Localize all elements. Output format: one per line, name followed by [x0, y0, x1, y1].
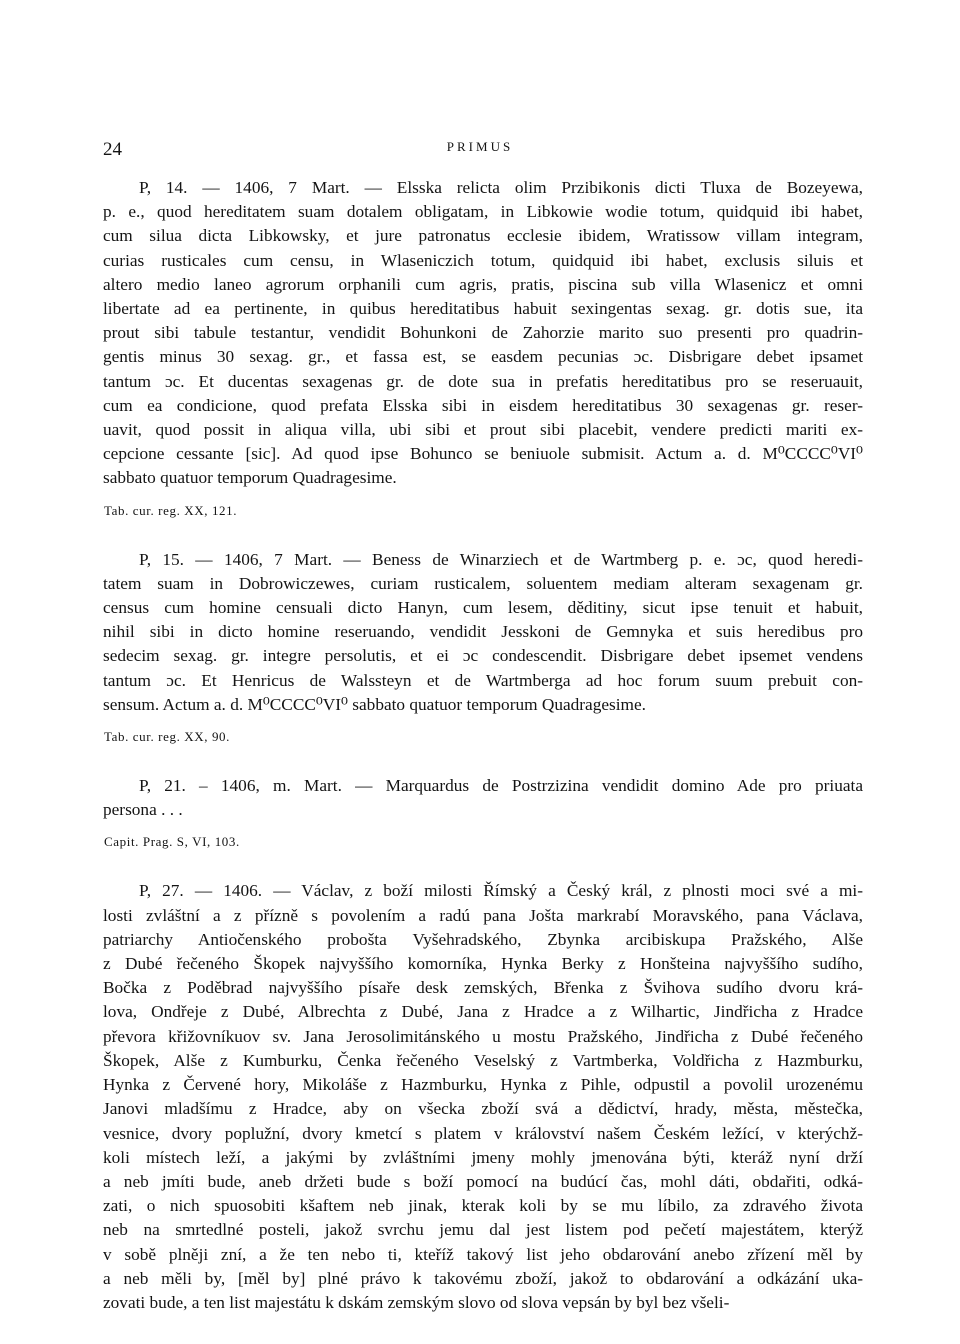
text-line: altero medio laneo agrorum orphanili cum agris, pratis, piscina sub villa Wlasenicz et omni [103, 274, 863, 294]
text-line: cum ea condicione, quod prefata Elsska sibi in eisdem hereditatibus 30 sexagenas gr. reser- [103, 395, 863, 415]
text-line: neb na smrtedlné posteli, jakož svrchu jemu dal jest listem pod pečetí majestátem, kterýž [103, 1220, 863, 1240]
text-line: P, 21. – 1406, m. Mart. — Marquardus de Postrzizina vendidit domino Ade pro priuata [139, 776, 863, 796]
text-line: zati, o nich spuosobiti kšaftem neb jinak, kterak koli by se mu líbilo, za zdravého života [103, 1196, 863, 1216]
text-line: tantum ɔc. Et ducentas sexagenas gr. de dote sua in prefatis hereditatibus pro se reseruauit, [103, 371, 863, 391]
entries-list [103, 176, 863, 1344]
text-line: z Dubé řečeného Škopek najvyššího komorníka, Hynka Berky z Honšteina najvyššího sudího, [103, 954, 863, 974]
text-line: nihil sibi in dicto homine reseruando, vendidit Jesskoni de Gemnyka et suis heredibus pro [103, 622, 863, 642]
text-line: vesnice, dvory poplužní, dvory kmetcí s platem v království našem Českém ležící, v kterýchž- [103, 1123, 863, 1143]
entry-text [103, 879, 863, 1315]
entry-text [103, 774, 863, 822]
text-line: zovati bude, a ten list majestátu k dskám zemským slovo od slova vepsán by byl bez všeli- [103, 1292, 730, 1312]
source-reference: Capit. Prag. S, VI, 103. [104, 834, 240, 850]
document-entry [103, 548, 863, 745]
text-line: koli místech leží, a jakými by zvláštními jmeny mohly jmenována býti, kteráž nyní drží [103, 1147, 863, 1167]
text-line: P, 15. — 1406, 7 Mart. — Beness de Winarziech et de Wartmberg p. e. ɔc, quod heredi- [139, 549, 863, 569]
text-line: převora křižovníkuov sv. Jana Jerosolimitánského u mostu Pražského, Jindřicha z Dubé řečeného [103, 1026, 863, 1046]
text-line: p. e., quod hereditatem suam dotalem obligatam, in Libkowie wodie totum, quidquid ibi habet, [103, 202, 863, 222]
text-line: P, 27. — 1406. — Václav, z boží milosti Římský a Český král, z plnosti moci své a mi- [139, 881, 863, 901]
document-entry [103, 879, 863, 1315]
text-line: losti zvláštní a z přízně s povolením a radú pana Jošta markrabí Moravského, pana Václava, [103, 905, 863, 925]
text-line: patriarchy Antiočenského proboštа Vyšehradského, Zbynka arcibiskupa Pražského, Alše [103, 929, 863, 949]
document-entry [103, 176, 863, 519]
text-line: persona . . . [103, 800, 183, 820]
document-entry [103, 774, 863, 850]
text-line: cum silua dicta Libkowsky, et jure patronatus ecclesie ibidem, Wratissow villam integram, [103, 226, 863, 246]
text-line: cepcione cessante [sic]. Ad quod ipse Bohunco se beniuole submisit. Actum a. d. M⁰CCCC⁰VI⁰ [103, 444, 863, 464]
text-line: lova, Ondřeje z Dubé, Albrechta z Dubé, Jana z Hradce a z Wilhartic, Jindřicha z Hradce [103, 1002, 863, 1022]
entry-text [103, 548, 863, 717]
text-line: a neb jmíti bude, aneb držeti bude s boží pomocí na budúcí čas, mohl dáti, obdařiti, odká- [103, 1171, 863, 1191]
text-line: v sobě plněji zní, a že ten nebo ti, kteříž takový list jeho obdarování anebo zřízení měl by [103, 1244, 863, 1264]
text-line: Hynka z Červené hory, Mikoláše z Hazmburku, Hynka z Pihle, odpustil a povolil urozenému [103, 1075, 863, 1095]
text-line: census cum homine censuali dicto Hanyn, cum lesem, děditiny, sicut ipse tenuit et habuit, [103, 598, 863, 618]
text-line: a neb měli by, [měl by] plné právo k takovému zboží, jakož to obdarování a odkázání uka- [103, 1268, 863, 1288]
text-line: sensum. Actum a. d. M⁰CCCC⁰VI⁰ sabbato quatuor temporum Quadragesime. [103, 694, 646, 714]
text-line: P, 14. — 1406, 7 Mart. — Elsska relicta olim Przibikonis dicti Tluxa de Bozeyewa, [139, 178, 863, 197]
text-line: gentis minus 30 sexag. gr., et fassa est, se easdem pecunias ɔc. Disbrigare debet ipsamet [103, 347, 863, 367]
text-line: libertate ad ea pertinente, in quibus hereditatibus habuit sexingentas sexag. gr. dotis sue, ita [103, 299, 863, 319]
entry-text [103, 176, 863, 491]
page-number: 24 [103, 139, 122, 160]
text-line: sedecim sexag. gr. integre persolutis, et ei ɔc condescendit. Disbrigare debet ipsemet vendens [103, 646, 863, 666]
text-line: Janovi mladšímu z Hradce, aby on všecka zboží svá a dědictví, hrady, města, městečka, [103, 1099, 863, 1119]
running-title: PRIMUS [446, 139, 514, 154]
source-reference: Tab. cur. reg. XX, 121. [104, 502, 238, 518]
text-line: Škopek, Alše z Kumburku, Čenka řečeného Veselský z Vartmberka, Voldřicha z Hazmburku, [103, 1050, 863, 1070]
text-line: curias rusticales cum censu, in Wlaseniczich totum, quidquid ibi habet, exclusis siluis et [103, 250, 863, 270]
text-line: tantum ɔc. Et Henricus de Walssteyn et de Wartmberga ad hoc forum suum prebuit con- [103, 670, 863, 690]
text-line: sabbato quatuor temporum Quadragesime. [103, 468, 397, 488]
text-line: uavit, quod possit in aliqua villa, ubi sibi et prout sibi placebit, vendere predicti mariti ex- [103, 420, 863, 440]
text-line: Bočka z Poděbrad najvyššího písaře desk zemských, Břenka z Švihova sudího dvoru krá- [103, 978, 863, 998]
text-line: tatem suam in Dobrowiczewes, curiam rusticalem, soluentem mediam alteram sexagenam gr. [103, 573, 863, 593]
source-reference: Tab. cur. reg. XX, 90. [104, 729, 231, 745]
text-line: prout sibi tabule testantur, vendidit Bohunkoni de Zahorzie marito suo presenti pro quadrin- [103, 323, 863, 343]
running-header [0, 139, 960, 161]
